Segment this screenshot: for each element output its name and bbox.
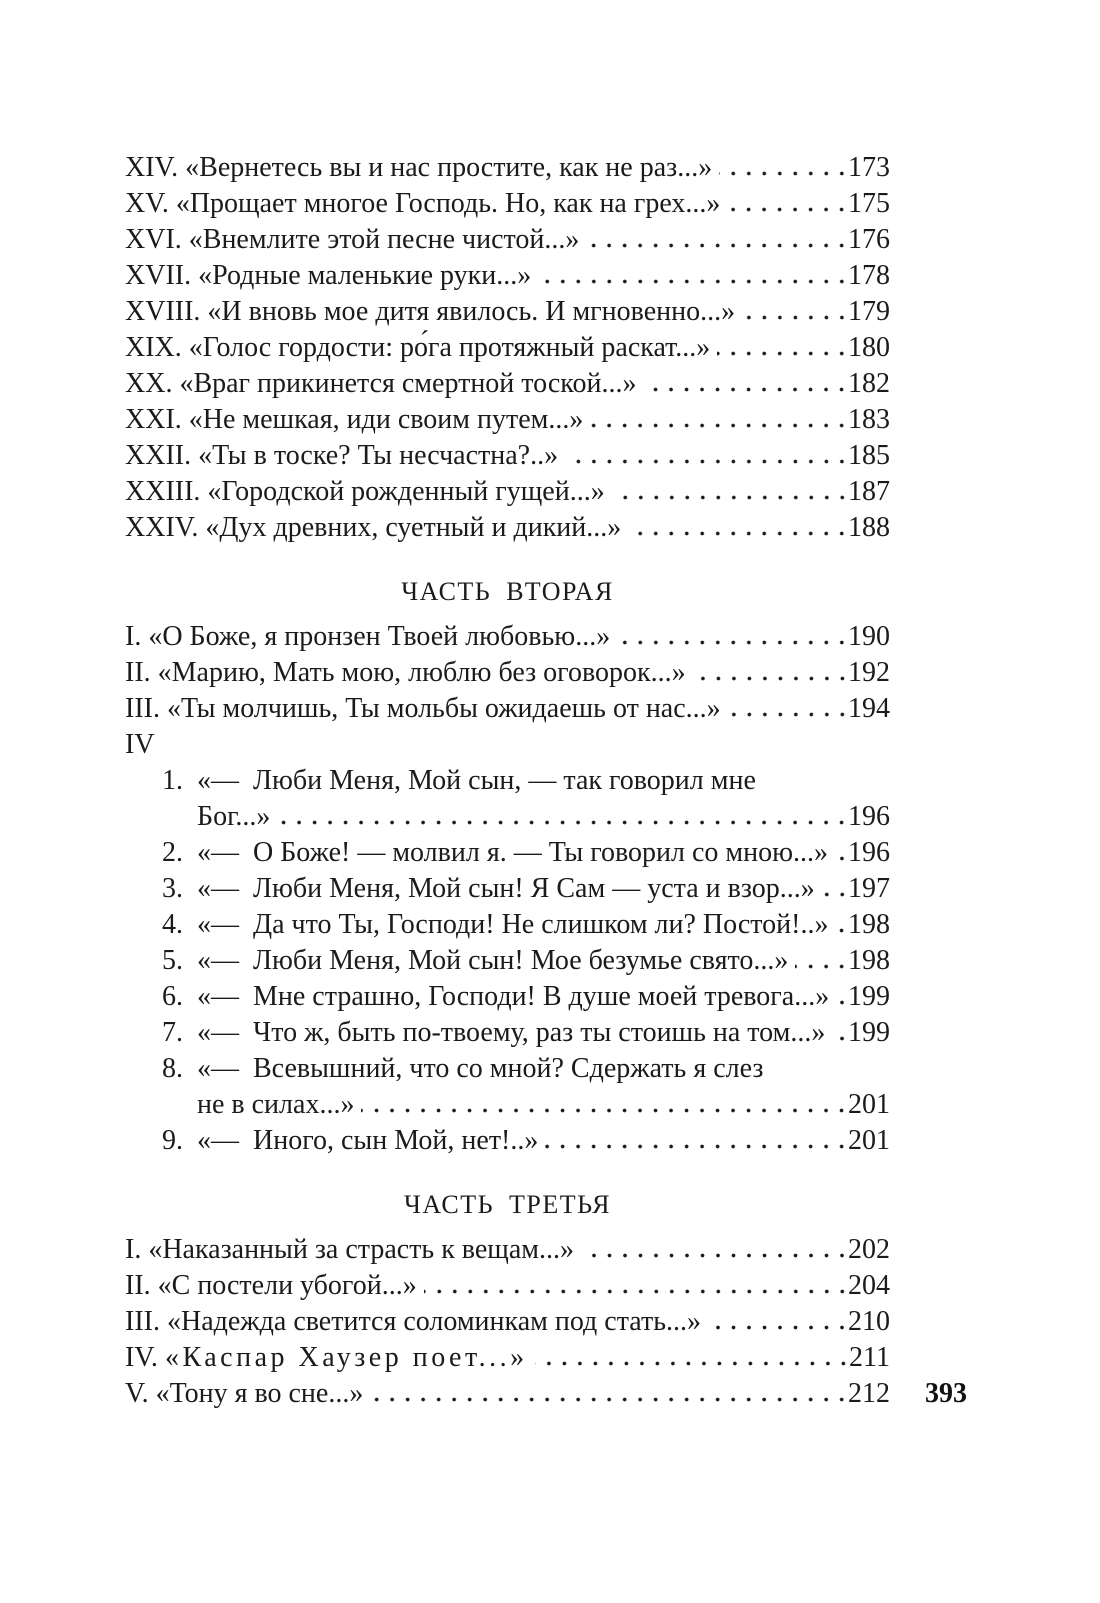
toc-item-title: II. «С постели убогой...» (125, 1270, 417, 1301)
dot-leader (835, 856, 848, 861)
table-of-contents (125, 150, 890, 1412)
toc-item-number: 1. (162, 765, 183, 796)
toc-row (125, 1015, 890, 1051)
dot-leader (832, 1036, 848, 1041)
toc-item-title: XXI. «Не мешкая, иди своим путем...» (125, 404, 584, 435)
toc-row (125, 438, 890, 474)
toc-row (125, 871, 890, 907)
toc-item-page: 201 (848, 1089, 890, 1120)
page-number: 393 (925, 1378, 967, 1409)
toc-item-title: V. «Тону я во сне...» (125, 1378, 364, 1409)
dot-leader (719, 171, 848, 176)
toc-item-page: 180 (848, 332, 890, 363)
toc-item-page: 173 (848, 152, 890, 183)
toc-item-page: 199 (848, 981, 890, 1012)
toc-item-title: «— Люби Меня, Мой сын! Я Сам — уста и взор...» (197, 873, 815, 904)
toc-row (125, 655, 890, 691)
toc-item-page: 187 (848, 476, 890, 507)
toc-item-title: XXIV. «Дух древних, суетный и дикий...» (125, 512, 622, 543)
toc-item-title: Бог...» (197, 801, 271, 832)
toc-item-page: 182 (848, 368, 890, 399)
dot-leader (742, 315, 848, 320)
toc-item-title-spaced: «Каспар Хаузер поет...» (164, 1342, 528, 1373)
dot-leader (545, 1144, 848, 1149)
dot-leader (538, 279, 848, 284)
toc-item-page: 188 (848, 512, 890, 543)
toc-item-page: 197 (848, 873, 890, 904)
dot-leader (277, 820, 848, 825)
toc-item-page: 201 (848, 1125, 890, 1156)
dot-leader (708, 1325, 848, 1330)
toc-item-number: 5. (162, 945, 183, 976)
toc-item-title: XXIII. «Городской рожденный гущей...» (125, 476, 605, 507)
toc-item-page: 196 (848, 801, 890, 832)
toc-item-title: IV. (125, 1342, 165, 1373)
toc-row (125, 691, 890, 727)
toc-item-page: 212 (848, 1378, 890, 1409)
dot-leader (628, 531, 848, 536)
toc-row (125, 510, 890, 546)
toc-row (125, 799, 890, 835)
toc-row (125, 294, 890, 330)
toc-item-title: I. «Наказанный за страсть к вещам...» (125, 1234, 574, 1265)
dot-leader (693, 676, 848, 681)
toc-item-page: 194 (848, 693, 890, 724)
toc-item-title: XXII. «Ты в тоске? Ты несчастна?..» (125, 440, 559, 471)
toc-row (125, 943, 890, 979)
toc-item-number: 2. (162, 837, 183, 868)
toc-item-title: «— О Боже! — молвил я. — Ты говорил со мною...» (197, 837, 829, 868)
toc-row (125, 1376, 890, 1412)
dot-leader (643, 387, 848, 392)
toc-item-number: 8. (162, 1053, 183, 1084)
toc-row (125, 402, 890, 438)
toc-item-title: «— Иного, сын Мой, нет!..» (197, 1125, 539, 1156)
toc-item-title: не в силах...» (197, 1089, 355, 1120)
toc-row (125, 474, 890, 510)
dot-leader (795, 964, 848, 969)
toc-item-title: «— Что ж, быть по-твоему, раз ты стоишь на том...» (197, 1017, 826, 1048)
toc-item-number: 3. (162, 873, 183, 904)
toc-row (125, 222, 890, 258)
dot-leader (836, 1000, 848, 1005)
toc-row (125, 763, 890, 799)
toc-item-title: III. «Ты молчишь, Ты мольбы ожидаешь от нас...» (125, 693, 721, 724)
toc-item-page: 202 (848, 1234, 890, 1265)
dot-leader (565, 459, 848, 464)
toc-item-title: XVII. «Родные маленькие руки...» (125, 260, 532, 291)
toc-row (125, 366, 890, 402)
part-header: ЧАСТЬ ТРЕТЬЯ (403, 1190, 612, 1219)
toc-item-title: II. «Марию, Мать мою, люблю без оговорок...» (125, 657, 686, 688)
toc-item-title: «— Всевышний, что со мной? Сдержать я слез (197, 1053, 764, 1084)
toc-item-title: «— Люби Меня, Мой сын, — так говорил мне (197, 765, 756, 796)
toc-item-page: 183 (848, 404, 890, 435)
toc-row (125, 186, 890, 222)
toc-item-title: XX. «Враг прикинется смертной тоской...» (125, 368, 637, 399)
toc-item-page: 176 (848, 224, 890, 255)
toc-item-title: XV. «Прощает многое Господь. Но, как на грех...» (125, 188, 721, 219)
toc-item-title: XIX. «Голос гордости: ро́га протяжный раскат...» (125, 332, 711, 363)
toc-item-page: 210 (848, 1306, 890, 1337)
toc-item-page: 199 (848, 1017, 890, 1048)
toc-item-page: 196 (848, 837, 890, 868)
toc-row (125, 619, 890, 655)
toc-item-title: I. «О Боже, я пронзен Твоей любовью...» (125, 621, 611, 652)
toc-row (125, 258, 890, 294)
toc-item-page: 198 (848, 945, 890, 976)
dot-leader (581, 1253, 848, 1258)
toc-row (125, 1268, 890, 1304)
dot-leader (728, 712, 848, 717)
toc-row (125, 1304, 890, 1340)
toc-item-page: 192 (848, 657, 890, 688)
dot-leader (835, 928, 848, 933)
part-header: ЧАСТЬ ВТОРАЯ (401, 577, 614, 606)
toc-row (125, 1232, 890, 1268)
toc-row (125, 1051, 890, 1087)
dot-leader (717, 351, 848, 356)
toc-row (125, 1340, 890, 1376)
toc-item-page: 185 (848, 440, 890, 471)
toc-item-page: 211 (849, 1342, 890, 1373)
toc-row (125, 1087, 890, 1123)
toc-item-page: 204 (848, 1270, 890, 1301)
toc-item-number: 4. (162, 909, 183, 940)
toc-row (125, 1123, 890, 1159)
toc-row (125, 150, 890, 186)
dot-leader (535, 1361, 849, 1366)
toc-item-title: «— Люби Меня, Мой сын! Мое безумье свято...» (197, 945, 789, 976)
toc-item-number: 6. (162, 981, 183, 1012)
dot-leader (586, 243, 848, 248)
toc-row (125, 907, 890, 943)
toc-item-number: 7. (162, 1017, 183, 1048)
toc-item-title: XIV. «Вернетесь вы и нас простите, как не раз...» (125, 152, 713, 183)
toc-item-page: 179 (848, 296, 890, 327)
dot-leader (424, 1289, 848, 1294)
toc-row (125, 979, 890, 1015)
toc-item-title: «— Да что Ты, Господи! Не слишком ли? Постой!..» (197, 909, 829, 940)
toc-item-page: 190 (848, 621, 890, 652)
dot-leader (590, 423, 848, 428)
toc-item-page: 175 (848, 188, 890, 219)
toc-item-title: IV (125, 729, 155, 760)
dot-leader (612, 495, 848, 500)
toc-row (125, 835, 890, 871)
toc-row (125, 330, 890, 366)
toc-item-page: 178 (848, 260, 890, 291)
dot-leader (727, 207, 848, 212)
toc-item-page: 198 (848, 909, 890, 940)
dot-leader (617, 640, 848, 645)
dot-leader (370, 1397, 848, 1402)
toc-item-number: 9. (162, 1125, 183, 1156)
toc-item-title: «— Мне страшно, Господи! В душе моей тревога...» (197, 981, 830, 1012)
toc-item-title: XVIII. «И вновь мое дитя явилось. И мгновенно...» (125, 296, 736, 327)
toc-row (125, 727, 890, 763)
toc-item-title: XVI. «Внемлите этой песне чистой...» (125, 224, 580, 255)
dot-leader (361, 1108, 848, 1113)
dot-leader (822, 892, 848, 897)
toc-item-title: III. «Надежда светится соломинкам под стать...» (125, 1306, 701, 1337)
